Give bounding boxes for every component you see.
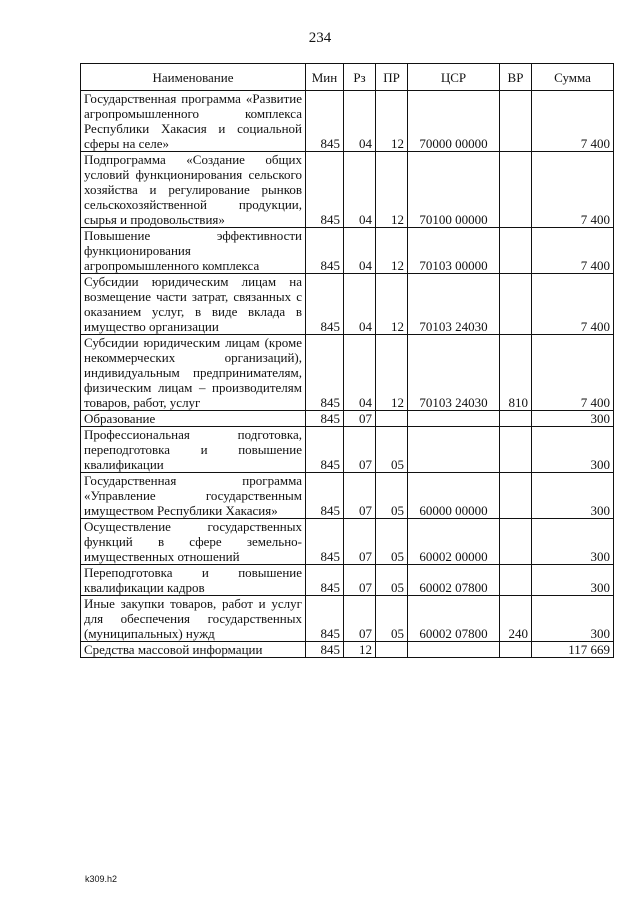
- row-min: 845: [306, 473, 344, 519]
- row-csr: 60002 07800: [408, 565, 500, 596]
- row-vr: [500, 228, 532, 274]
- row-vr: [500, 565, 532, 596]
- header-name: Наименование: [81, 64, 306, 91]
- row-vr: [500, 411, 532, 427]
- row-vr: 810: [500, 335, 532, 411]
- table-row: [81, 473, 614, 519]
- table-row: [81, 152, 614, 228]
- row-sum: 7 400: [532, 91, 614, 152]
- row-csr: 70103 24030: [408, 335, 500, 411]
- header-min: Мин: [306, 64, 344, 91]
- row-sum: 117 669: [532, 642, 614, 658]
- row-pr: [376, 411, 408, 427]
- row-sum: 300: [532, 565, 614, 596]
- row-min: 845: [306, 519, 344, 565]
- row-min: 845: [306, 152, 344, 228]
- row-sum: 300: [532, 519, 614, 565]
- row-vr: 240: [500, 596, 532, 642]
- row-vr: [500, 427, 532, 473]
- row-sum: 300: [532, 596, 614, 642]
- header-sum: Сумма: [532, 64, 614, 91]
- table-row: [81, 411, 614, 427]
- header-csr: ЦСР: [408, 64, 500, 91]
- row-csr: 70103 00000: [408, 228, 500, 274]
- row-min: 845: [306, 565, 344, 596]
- row-rz: 04: [344, 228, 376, 274]
- row-csr: 60000 00000: [408, 473, 500, 519]
- row-min: 845: [306, 596, 344, 642]
- row-min: 845: [306, 411, 344, 427]
- row-pr: 12: [376, 91, 408, 152]
- row-name: Государственная программа «Управление государственным имуществом Республики Хакасия»: [81, 473, 306, 519]
- row-sum: 7 400: [532, 152, 614, 228]
- row-name: Субсидии юридическим лицам (кроме некоммерческих организаций), индивидуальным предпринимателям, физическим лицам – производителям товаров, работ, услуг: [81, 335, 306, 411]
- row-name: Субсидии юридическим лицам на возмещение части затрат, связанных с оказанием услуг, в виде вклада в имущество организации: [81, 274, 306, 335]
- row-rz: 04: [344, 91, 376, 152]
- row-rz: 07: [344, 473, 376, 519]
- row-sum: 300: [532, 473, 614, 519]
- row-sum: 300: [532, 411, 614, 427]
- row-pr: 05: [376, 427, 408, 473]
- row-vr: [500, 519, 532, 565]
- row-vr: [500, 642, 532, 658]
- row-sum: 7 400: [532, 274, 614, 335]
- page-number: 234: [308, 30, 332, 46]
- row-rz: 04: [344, 152, 376, 228]
- row-min: 845: [306, 335, 344, 411]
- row-name: Государственная программа «Развитие агропромышленного комплекса Республики Хакасия и социальной сферы на селе»: [81, 91, 306, 152]
- table-header: [81, 64, 614, 91]
- row-csr: [408, 427, 500, 473]
- row-name: Повышение эффективности функционирования агропромышленного комплекса: [81, 228, 306, 274]
- table-row: [81, 565, 614, 596]
- row-sum: 300: [532, 427, 614, 473]
- row-pr: 12: [376, 152, 408, 228]
- row-sum: 7 400: [532, 228, 614, 274]
- row-sum: 7 400: [532, 335, 614, 411]
- row-csr: 70000 00000: [408, 91, 500, 152]
- row-rz: 04: [344, 335, 376, 411]
- row-name: Профессиональная подготовка, переподготовка и повышение квалификации: [81, 427, 306, 473]
- row-csr: 70100 00000: [408, 152, 500, 228]
- row-csr: 60002 07800: [408, 596, 500, 642]
- row-min: 845: [306, 427, 344, 473]
- table-row: [81, 274, 614, 335]
- header-vr: ВР: [500, 64, 532, 91]
- row-name: Образование: [81, 411, 306, 427]
- table-body: [81, 91, 614, 658]
- row-rz: 04: [344, 274, 376, 335]
- row-vr: [500, 473, 532, 519]
- budget-table: [80, 63, 614, 658]
- row-min: 845: [306, 274, 344, 335]
- row-pr: 05: [376, 565, 408, 596]
- row-name: Подпрограмма «Создание общих условий функционирования сельского хозяйства и регулирование рынков сельскохозяйственной продукции, сырья и продовольствия»: [81, 152, 306, 228]
- header-rz: Рз: [344, 64, 376, 91]
- row-csr: 60002 00000: [408, 519, 500, 565]
- row-pr: 12: [376, 274, 408, 335]
- table-row: [81, 91, 614, 152]
- table-row: [81, 519, 614, 565]
- row-min: 845: [306, 228, 344, 274]
- row-rz: 07: [344, 411, 376, 427]
- row-name: Переподготовка и повышение квалификации кадров: [81, 565, 306, 596]
- row-pr: [376, 642, 408, 658]
- row-vr: [500, 152, 532, 228]
- table-row: [81, 228, 614, 274]
- row-rz: 12: [344, 642, 376, 658]
- table-row: [81, 596, 614, 642]
- row-name: Осуществление государственных функций в сфере земельно-имущественных отношений: [81, 519, 306, 565]
- row-rz: 07: [344, 427, 376, 473]
- header-row: [81, 64, 614, 91]
- row-csr: [408, 642, 500, 658]
- row-min: 845: [306, 91, 344, 152]
- row-pr: 12: [376, 228, 408, 274]
- row-vr: [500, 91, 532, 152]
- row-min: 845: [306, 642, 344, 658]
- row-rz: 07: [344, 565, 376, 596]
- footer-code: k309.h2: [85, 874, 118, 884]
- row-csr: [408, 411, 500, 427]
- row-csr: 70103 24030: [408, 274, 500, 335]
- table-row: [81, 642, 614, 658]
- row-rz: 07: [344, 596, 376, 642]
- table-row: [81, 427, 614, 473]
- row-rz: 07: [344, 519, 376, 565]
- row-pr: 12: [376, 335, 408, 411]
- header-pr: ПР: [376, 64, 408, 91]
- row-pr: 05: [376, 473, 408, 519]
- table-row: [81, 335, 614, 411]
- row-name: Средства массовой информации: [81, 642, 306, 658]
- row-vr: [500, 274, 532, 335]
- row-pr: 05: [376, 519, 408, 565]
- row-name: Иные закупки товаров, работ и услуг для обеспечения государственных (муниципальных) нужд: [81, 596, 306, 642]
- row-pr: 05: [376, 596, 408, 642]
